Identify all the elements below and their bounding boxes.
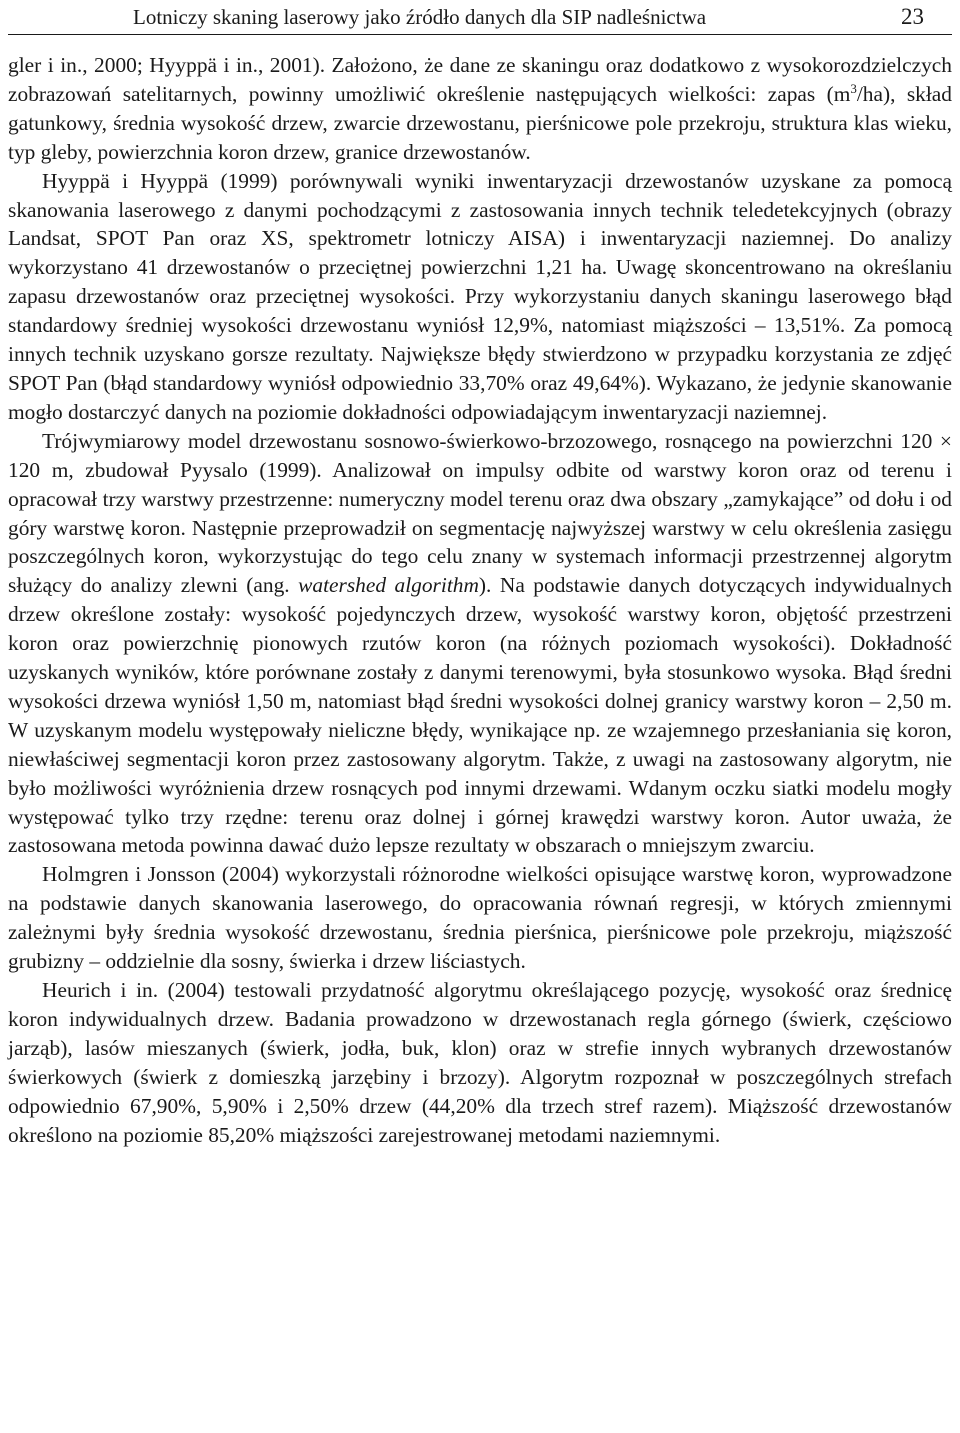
paragraph-3-italic-term: watershed algorithm <box>298 573 479 598</box>
running-header <box>8 0 952 30</box>
paragraph-3-part-a: Trójwymiarowy model drzewostanu sosnowo-świerkowo-brzozowego, rosnącego na powierzchni 120 × 120 m, zbudował Pyysalo (1999). Analizował on impulsy odbite od warstwy koron oraz od terenu i opracował trzy warstwy przestrzenne: numeryczny model terenu oraz dwa obszary „zamykające” od dołu i od góry warstwę koron. Następnie przeprowadził on segmentację najwyższej warstwy w celu określenia zasięgu poszczególnych koron, wykorzystując do tego celu znany w systemach informacji przestrzennej algorytm służący do analizy zlewni (ang. <box>8 428 952 598</box>
running-title: Lotniczy skaning laserowy jako źródło danych dla SIP nadleśnictwa <box>133 5 707 29</box>
paragraph-3 <box>8 427 952 861</box>
paragraph-1-part-b: /ha), skład gatunkowy, średnia wysokość drzew, zwarcie drzewostanu, pierśnicowe pole przekroju, struktura klas wieku, typ gleby, powierzchnia koron drzew, granice drzewostanów. <box>8 81 952 164</box>
superscript-3: 3 <box>850 80 857 96</box>
body-text <box>8 51 952 1149</box>
paragraph-5: Heurich i in. (2004) testowali przydatność algorytmu określającego pozycję, wysokość oraz średnicę koron indywidualnych drzew. Badania prowadzono w drzewostanach regla górnego (świerk, częściowo jarząb), lasów mieszanych (świerk, jodła, buk, klon) oraz w strefie innych wybranych drzewostanów świerkowych (świerk z domieszką jarzębiny i brzozy). Algorytm rozpoznał w poszczególnych strefach odpowiednio 67,90%, 5,90% i 2,50% drzew (44,20% dla trzech stref razem). Miąższość drzewostanów określono na poziomie 85,20% miąższości zarejestrowanej metodami naziemnymi. <box>8 978 952 1147</box>
paragraph-4: Holmgren i Jonsson (2004) wykorzystali różnorodne wielkości opisujące warstwę koron, wyprowadzone na podstawie danych skanowania laserowego, do opracowania równań regresji, w których zmiennymi zależnymi były średnia wysokość drzewostanu, średnia pierśnica, pierśnicowe pole przekroju, miąższość grubizny – oddzielnie dla sosny, świerka i drzew liściastych. <box>8 862 952 974</box>
header-rule <box>8 34 952 35</box>
page-number: 23 <box>901 4 924 29</box>
paragraph-2: Hyyppä i Hyyppä (1999) porównywali wyniki inwentaryzacji drzewostanów uzyskane za pomocą skanowania laserowego z danymi pochodzącymi z zastosowania innych technik teledetekcyjnych (obrazy Landsat, SPOT Pan oraz XS, spektrometr lotniczy AISA) i inwentaryzacji naziemnej. Do analizy wykorzystano 41 drzewostanów o przeciętnej powierzchni 1,21 ha. Uwagę skoncentrowano na określaniu zapasu drzewostanów oraz przeciętnej wysokości. Przy wykorzystaniu danych skaningu laserowego błąd standardowy średniej wysokości drzewostanu wyniósł 12,9%, natomiast miąższości – 13,51%. Za pomocą innych technik uzyskano gorsze rezultaty. Największe błędy stwierdzono w przypadku korzystania ze zdjęć SPOT Pan (błąd standardowy wyniósł odpowiednio 33,70% oraz 49,64%). Wykazano, że jedynie skanowanie mogło dostarczyć danych na poziomie dokładności odpowiadającym inwentaryzacji naziemnej. <box>8 168 952 424</box>
paragraph-1-part-a: gler i in., 2000; Hyyppä i in., 2001). Założono, że dane ze skaningu oraz dodatkowo z wysokorozdzielczych zobrazowań satelitarnych, powinny umożliwić określenie następujących wielkości: zapas (m <box>8 53 952 106</box>
paragraph-3-part-b: ). Na podstawie danych dotyczących indywidualnych drzew określone zostały: wysokość pojedynczych drzew, wysokość warstwy koron, objętość przestrzeni koron oraz powierzchnię pionowych rzutów koron (na różnych poziomach wysokości). Dokładność uzyskanych wyników, które porównane zostały z danymi terenowymi, była stosunkowo wysoka. Błąd średni wysokości drzewa wyniósł 1,50 m, natomiast błąd średni wysokości dolnej granicy warstwy koron – 2,50 m. W uzyskanym modelu występowały nieliczne błędy, wynikające np. ze wzajemnego przesłaniania się koron, niewłaściwej segmentacji koron przez zastosowany algorytm. Także, z uwagi na zastosowany algorytm, nie było możliwości wyróżnienia drzew rosnących pod innymi drzewami. Wdanym oczku siatki modelu mogły występować tylko trzy rzędne: terenu oraz dolnej i górnej krawędzi warstwy koron. Autor uważa, że zastosowana metoda powinna dawać dużo lepsze rezultaty w obszarach o mniejszym zwarciu. <box>8 573 952 858</box>
paragraph-1 <box>8 51 952 167</box>
